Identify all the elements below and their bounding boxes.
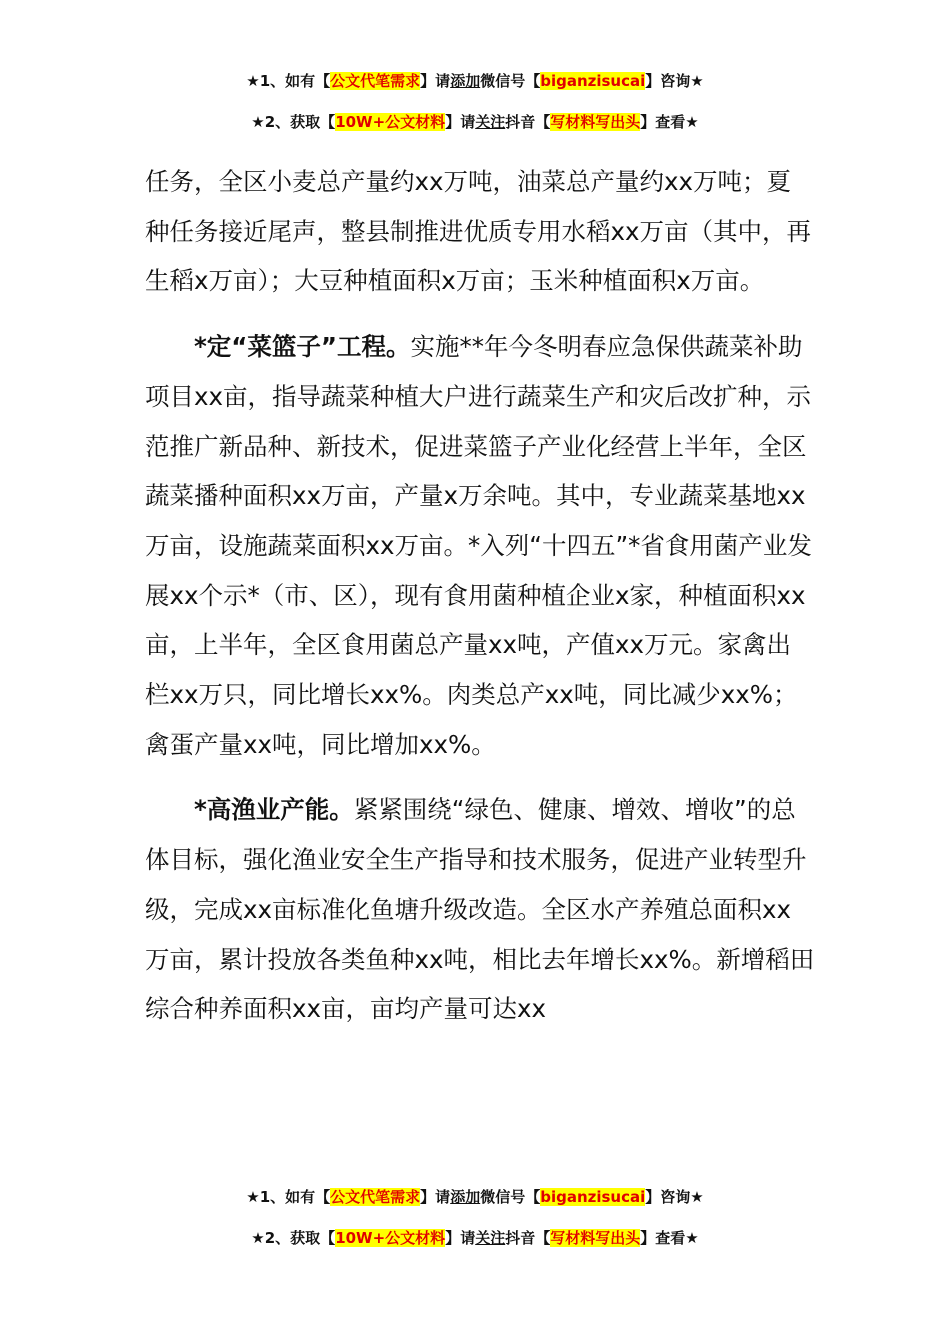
paragraph-fishery [145, 785, 815, 1034]
document-body [145, 157, 815, 1034]
banner-prefix: ★2、获取【 [251, 1229, 336, 1247]
banner-wechat-id: biganzisucai [540, 72, 646, 90]
paragraph-vegetable-basket [145, 322, 815, 769]
paragraph-text: 实施**年今冬明春应急保供蔬菜补助项目xx亩，指导蔬菜种植大户进行蔬菜生产和灾后改扩种，示范推广新品种、新技术，促进菜篮子产业化经营上半年，全区蔬菜播种面积xx万亩，产量x万余吨。其中，专业蔬菜基地xx万亩，设施蔬菜面积xx万亩。*入列“十四五”*省食用菌产业发展xx个示*（市、区），现有食用菌种植企业x家，种植面积xx亩，上半年，全区食用菌总产量xx吨，产值xx万元。家禽出栏xx万只，同比增长xx%。肉类总产xx吨，同比减少xx%；禽蛋产量xx吨，同比增加xx%。 [145, 332, 812, 759]
paragraph-lead: *定“菜篮子”工程。 [194, 332, 411, 362]
banner-suffix: 】查看★ [640, 1229, 699, 1247]
paragraph-text: 紧紧围绕“绿色、健康、增效、增收”的总体目标，强化渔业安全生产指导和技术服务，促进产业转型升级，完成xx亩标准化鱼塘升级改造。全区水产养殖总面积xx万亩，累计投放各类鱼种xx吨，相比去年增长xx%。新增稻田综合种养面积xx亩，亩均产量可达xx [145, 795, 815, 1024]
banner-wechat-id: biganzisucai [540, 1188, 646, 1206]
paragraph-crop-output [145, 157, 815, 306]
banner-highlight: 公文代笔需求 [330, 1188, 421, 1206]
banner-highlight: 公文代笔需求 [330, 72, 421, 90]
top-banner-line-2 [0, 111, 950, 133]
banner-text: 抖音【 [505, 1229, 551, 1247]
banner-text: 抖音【 [505, 113, 551, 131]
banner-underlined: 关注 [475, 1229, 506, 1247]
banner-suffix: 】咨询★ [645, 72, 704, 90]
banner-suffix: 】查看★ [640, 113, 699, 131]
banner-underlined: 添加 [450, 1188, 481, 1206]
banner-text: 】请 [445, 113, 476, 131]
banner-text: 】请 [445, 1229, 476, 1247]
banner-prefix: ★1、如有【 [246, 72, 331, 90]
banner-underlined: 关注 [475, 113, 506, 131]
banner-text: 】请 [420, 1188, 451, 1206]
banner-suffix: 】咨询★ [645, 1188, 704, 1206]
paragraph-lead: *高渔业产能。 [194, 795, 354, 825]
banner-text: 】请 [420, 72, 451, 90]
bottom-banner-line-2 [0, 1227, 950, 1249]
bottom-banner-line-1 [0, 1186, 950, 1208]
banner-text: 微信号【 [480, 1188, 541, 1206]
banner-highlight: 10W+公文材料 [335, 113, 446, 131]
banner-prefix: ★2、获取【 [251, 113, 336, 131]
banner-text: 微信号【 [480, 72, 541, 90]
banner-douyin-id: 写材料写出头 [550, 1229, 641, 1247]
banner-douyin-id: 写材料写出头 [550, 113, 641, 131]
paragraph-text: 任务，全区小麦总产量约xx万吨，油菜总产量约xx万吨；夏种任务接近尾声，整县制推进优质专用水稻xx万亩（其中，再生稻x万亩）；大豆种植面积x万亩；玉米种植面积x万亩。 [145, 167, 811, 296]
banner-prefix: ★1、如有【 [246, 1188, 331, 1206]
top-banner-line-1 [0, 70, 950, 92]
banner-underlined: 添加 [450, 72, 481, 90]
banner-highlight: 10W+公文材料 [335, 1229, 446, 1247]
